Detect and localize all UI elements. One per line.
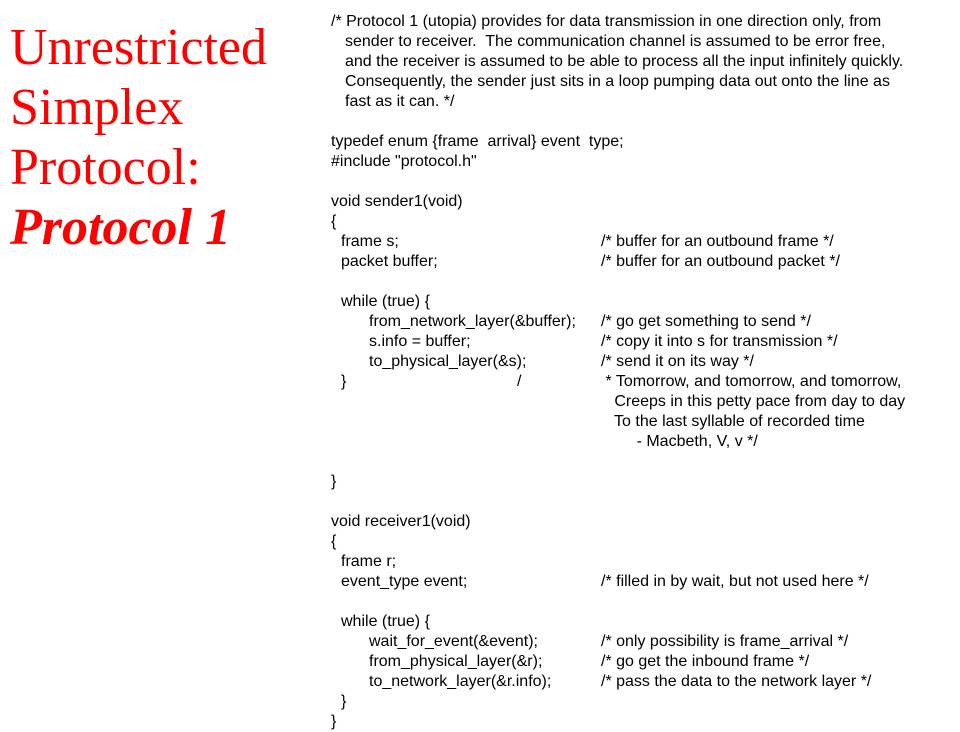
code-line <box>331 212 956 232</box>
code-line <box>331 572 956 592</box>
code-line <box>331 672 956 692</box>
code-text: { <box>331 213 337 230</box>
title-line-3: Protocol: <box>10 139 201 196</box>
code-text: /* Protocol 1 (utopia) provides for data transmission in one direction only, from <box>331 13 882 30</box>
code-comment: * Tomorrow, and tomorrow, and tomorrow, <box>601 373 902 390</box>
code-comment: /* copy it into s for transmission */ <box>601 333 838 350</box>
code-text: } <box>331 713 337 730</box>
code-line <box>331 652 956 672</box>
code-text: void sender1(void) <box>331 193 463 210</box>
title-line-2: Simplex <box>10 79 184 136</box>
code-stray-slash: / <box>517 373 522 390</box>
code-line <box>331 392 956 412</box>
code-text: void receiver1(void) <box>331 513 471 530</box>
code-text: packet buffer; <box>341 253 438 270</box>
code-text: and the receiver is assumed to be able to process all the input infinitely quickly. <box>345 53 904 70</box>
code-text: frame r; <box>341 553 397 570</box>
slide-title <box>10 18 310 258</box>
code-line <box>331 52 956 72</box>
code-text: } <box>341 693 347 710</box>
title-line-1: Unrestricted <box>10 19 268 76</box>
code-text: { <box>331 533 337 550</box>
code-blank-line <box>331 272 956 292</box>
code-line <box>331 232 956 252</box>
code-line <box>331 612 956 632</box>
code-blank-line <box>331 112 956 132</box>
code-text: from_physical_layer(&r); <box>369 653 543 670</box>
code-listing <box>331 12 956 732</box>
code-comment: /* send it on its way */ <box>601 353 754 370</box>
code-comment: To the last syllable of recorded time <box>601 413 865 430</box>
code-text: s.info = buffer; <box>369 333 471 350</box>
code-line <box>331 192 956 212</box>
code-blank-line <box>331 452 956 472</box>
code-line <box>331 412 956 432</box>
code-blank-line <box>331 592 956 612</box>
code-text: while (true) { <box>341 613 430 630</box>
code-line <box>331 92 956 112</box>
code-comment: /* go get something to send */ <box>601 313 811 330</box>
title-line-4: Protocol 1 <box>10 199 231 256</box>
code-text: typedef enum {frame arrival} event type; <box>331 133 624 150</box>
code-comment: /* buffer for an outbound packet */ <box>601 253 840 270</box>
code-comment: /* go get the inbound frame */ <box>601 653 810 670</box>
code-text: event_type event; <box>341 573 468 590</box>
code-text: } <box>331 473 337 490</box>
code-line <box>331 312 956 332</box>
code-text: #include "protocol.h" <box>331 153 477 170</box>
code-line <box>331 32 956 52</box>
code-comment: - Macbeth, V, v */ <box>601 433 758 450</box>
code-line <box>331 252 956 272</box>
code-comment: /* only possibility is frame_arrival */ <box>601 633 849 650</box>
code-text: to_physical_layer(&s); <box>369 353 527 370</box>
code-line <box>331 512 956 532</box>
code-line <box>331 12 956 32</box>
code-line <box>331 292 956 312</box>
code-text: Consequently, the sender just sits in a loop pumping data out onto the line as <box>345 73 890 90</box>
code-line <box>331 332 956 352</box>
code-comment: /* buffer for an outbound frame */ <box>601 233 834 250</box>
code-comment: /* pass the data to the network layer */ <box>601 673 872 690</box>
code-comment: Creeps in this petty pace from day to day <box>601 393 906 410</box>
code-text: wait_for_event(&event); <box>369 633 538 650</box>
code-line <box>331 632 956 652</box>
code-text: frame s; <box>341 233 399 250</box>
code-text: while (true) { <box>341 293 430 310</box>
code-comment: /* filled in by wait, but not used here */ <box>601 573 869 590</box>
code-text: to_network_layer(&r.info); <box>369 673 552 690</box>
code-text: } <box>341 373 347 390</box>
code-blank-line <box>331 172 956 192</box>
code-line <box>331 432 956 452</box>
code-line <box>331 372 956 392</box>
code-text: sender to receiver. The communication channel is assumed to be error free, <box>345 33 886 50</box>
code-text: from_network_layer(&buffer); <box>369 313 576 330</box>
code-line <box>331 152 956 172</box>
code-line <box>331 692 956 712</box>
code-line <box>331 712 956 732</box>
code-line <box>331 352 956 372</box>
code-line <box>331 132 956 152</box>
code-line <box>331 72 956 92</box>
code-blank-line <box>331 492 956 512</box>
code-line <box>331 532 956 552</box>
code-line <box>331 552 956 572</box>
code-line <box>331 472 956 492</box>
code-text: fast as it can. */ <box>345 93 455 110</box>
